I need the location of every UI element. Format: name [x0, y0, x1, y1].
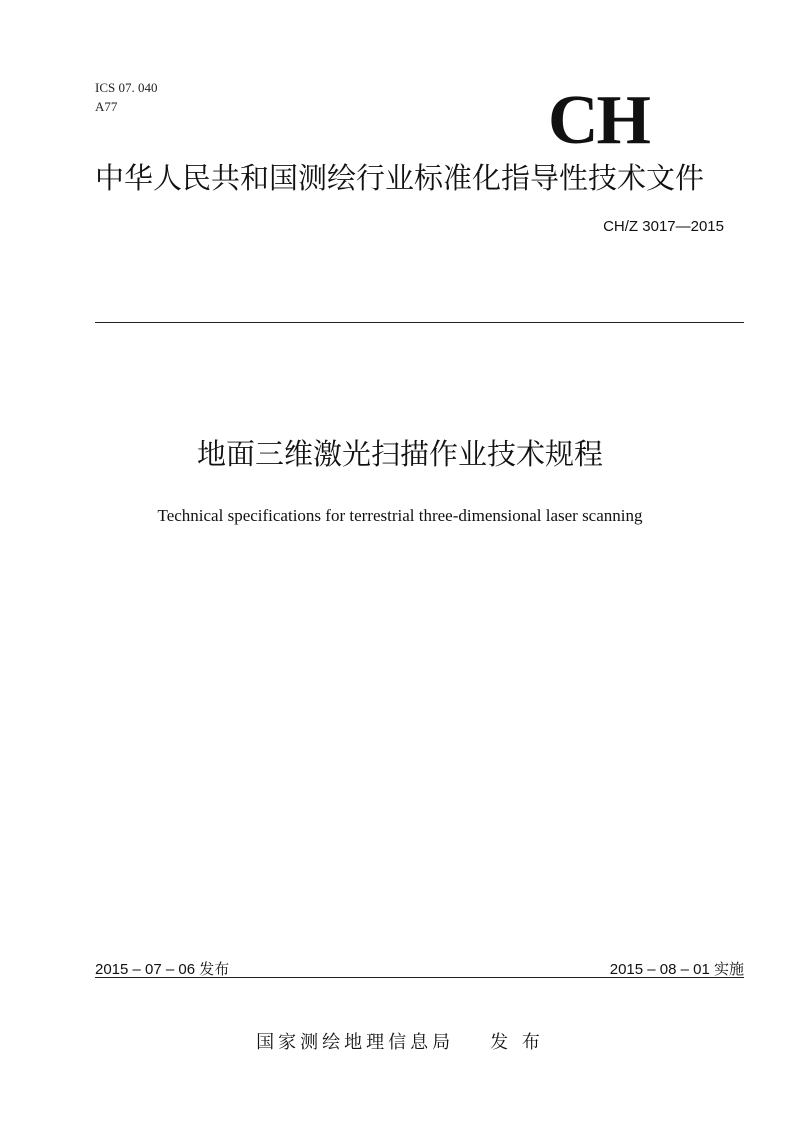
standard-code: A77 [95, 99, 118, 114]
issuer-line [0, 1028, 800, 1054]
issuer-action: 发 布 [490, 1032, 544, 1053]
document-title-english: Technical specifications for terrestrial three-dimensional laser scanning [157, 506, 643, 525]
bottom-divider [95, 977, 744, 978]
document-number: CH/Z 3017—2015 [603, 218, 724, 235]
issue-date: 2015 – 07 – 06 发布 [95, 961, 230, 978]
document-category-title: 中华人民共和国测绘行业标准化指导性技术文件 [95, 161, 705, 195]
issuer-name: 国家测绘地理信息局 [256, 1032, 455, 1053]
ics-code: ICS 07. 040 [95, 80, 158, 95]
classification-block [95, 78, 157, 116]
ch-logo-mark: CH [548, 82, 649, 159]
implementation-date: 2015 – 08 – 01 实施 [609, 961, 744, 978]
top-divider [95, 322, 744, 323]
document-title-chinese: 地面三维激光扫描作业技术规程 [196, 437, 603, 471]
